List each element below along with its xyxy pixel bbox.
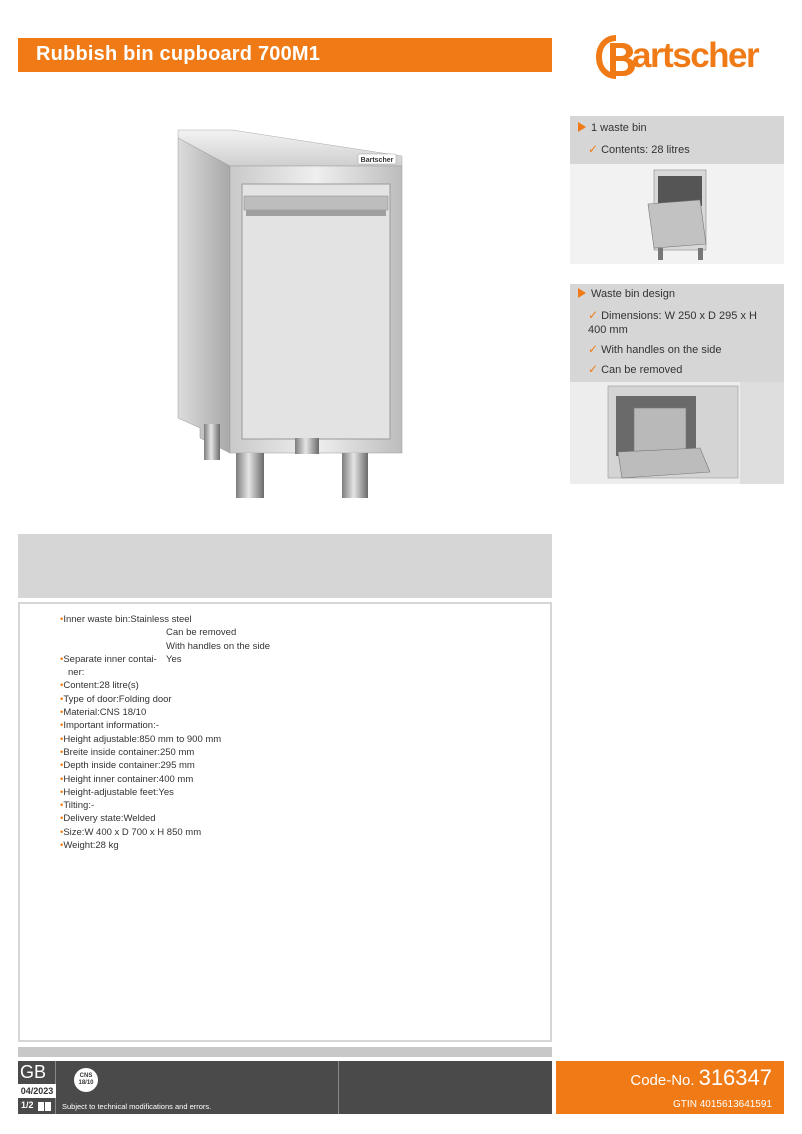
bullet-icon: • — [60, 840, 64, 852]
spec-item: •Weight:28 kg — [60, 840, 119, 852]
check-item: ✓ With handles on the side — [588, 342, 722, 356]
spec-item: •Depth inside container:295 mm — [60, 760, 195, 772]
spec-item: •Tilting:- — [60, 800, 95, 812]
feature-heading: 1 waste bin — [578, 122, 647, 134]
bullet-icon: • — [60, 707, 64, 719]
spec-item: •Material:CNS 18/10 — [60, 707, 147, 719]
disclaimer: Subject to technical modifications and errors. — [62, 1102, 212, 1111]
specifications-box — [18, 602, 552, 1042]
spec-item-continued: ner: — [68, 667, 85, 679]
book-icon — [38, 1102, 51, 1111]
grey-strip — [18, 1047, 552, 1057]
bullet-icon: • — [60, 680, 64, 692]
bullet-icon: • — [60, 760, 64, 772]
orange-triangle-icon — [578, 122, 586, 132]
bullet-icon: • — [60, 773, 64, 785]
feature-panel-bin — [570, 116, 784, 264]
page-title: Rubbish bin cupboard 700M1 — [36, 43, 321, 65]
check-item: ✓ Contents: 28 litres — [588, 142, 690, 156]
issue-date: 04/2023 — [18, 1084, 56, 1098]
spec-item: •Size:W 400 x D 700 x H 850 mm — [60, 826, 202, 838]
title-bar — [18, 38, 552, 72]
bullet-icon: • — [60, 786, 64, 798]
check-item: ✓ Can be removed — [588, 362, 683, 376]
spec-sub-item: With handles on the side — [166, 640, 271, 652]
bullet-icon: • — [60, 614, 64, 625]
spec-item: •Inner waste bin:Stainless steel — [60, 614, 192, 625]
code-number: Code-No. 316347 — [630, 1065, 772, 1090]
checkmark-icon: ✓ — [588, 342, 599, 356]
checkmark-icon: ✓ — [588, 308, 599, 322]
stainless-steel-cupboard-image — [170, 118, 410, 498]
spec-item: •Separate inner contai- Yes — [60, 653, 182, 665]
country-code: GB — [20, 1062, 47, 1082]
checkmark-icon: ✓ — [588, 362, 599, 376]
bullet-icon: • — [60, 826, 64, 838]
gtin: GTIN 4015613641591 — [673, 1099, 772, 1110]
product-badge: Bartscher — [360, 157, 394, 164]
code-box — [556, 1061, 784, 1114]
product-image — [170, 118, 410, 498]
grey-block — [18, 534, 552, 598]
page-number: 1/2 — [21, 1100, 34, 1110]
open-cupboard-with-bin-image — [570, 164, 784, 264]
logo-wordmark: artscher — [632, 36, 759, 75]
check-item: ✓ Dimensions: W 250 x D 295 x H 400 mm — [588, 308, 757, 336]
spec-item: •Height adjustable:850 mm to 900 mm — [60, 733, 222, 745]
country-box — [18, 1061, 56, 1114]
bullet-icon: • — [60, 653, 64, 665]
footer-divider — [338, 1061, 339, 1114]
spec-list — [60, 613, 540, 852]
spec-item: •Content:28 litre(s) — [60, 680, 139, 692]
bullet-icon: • — [60, 720, 64, 732]
waste-bin-closeup-image — [570, 382, 784, 484]
bullet-icon: • — [60, 800, 64, 812]
spec-item: •Breite inside container:250 mm — [60, 746, 195, 758]
spec-item: •Delivery state:Welded — [60, 813, 156, 825]
bullet-icon: • — [60, 746, 64, 758]
orange-triangle-icon — [578, 288, 586, 298]
spec-item: •Important information:- — [60, 720, 159, 732]
feature-panel-design — [570, 284, 784, 484]
bullet-icon: • — [60, 693, 64, 705]
bullet-icon: • — [60, 813, 64, 825]
spec-sub-item: Can be removed — [166, 627, 237, 639]
cns-badge: CNS 18/10 — [74, 1068, 98, 1092]
footer — [18, 1061, 552, 1114]
bartscher-logo — [594, 32, 766, 82]
spec-item: •Type of door:Folding door — [60, 693, 172, 705]
spec-item: •Height-adjustable feet:Yes — [60, 786, 174, 798]
spec-item: •Height inner container:400 mm — [60, 773, 194, 785]
feature-heading: Waste bin design — [578, 288, 675, 300]
checkmark-icon: ✓ — [588, 142, 599, 156]
bullet-icon: • — [60, 733, 64, 745]
